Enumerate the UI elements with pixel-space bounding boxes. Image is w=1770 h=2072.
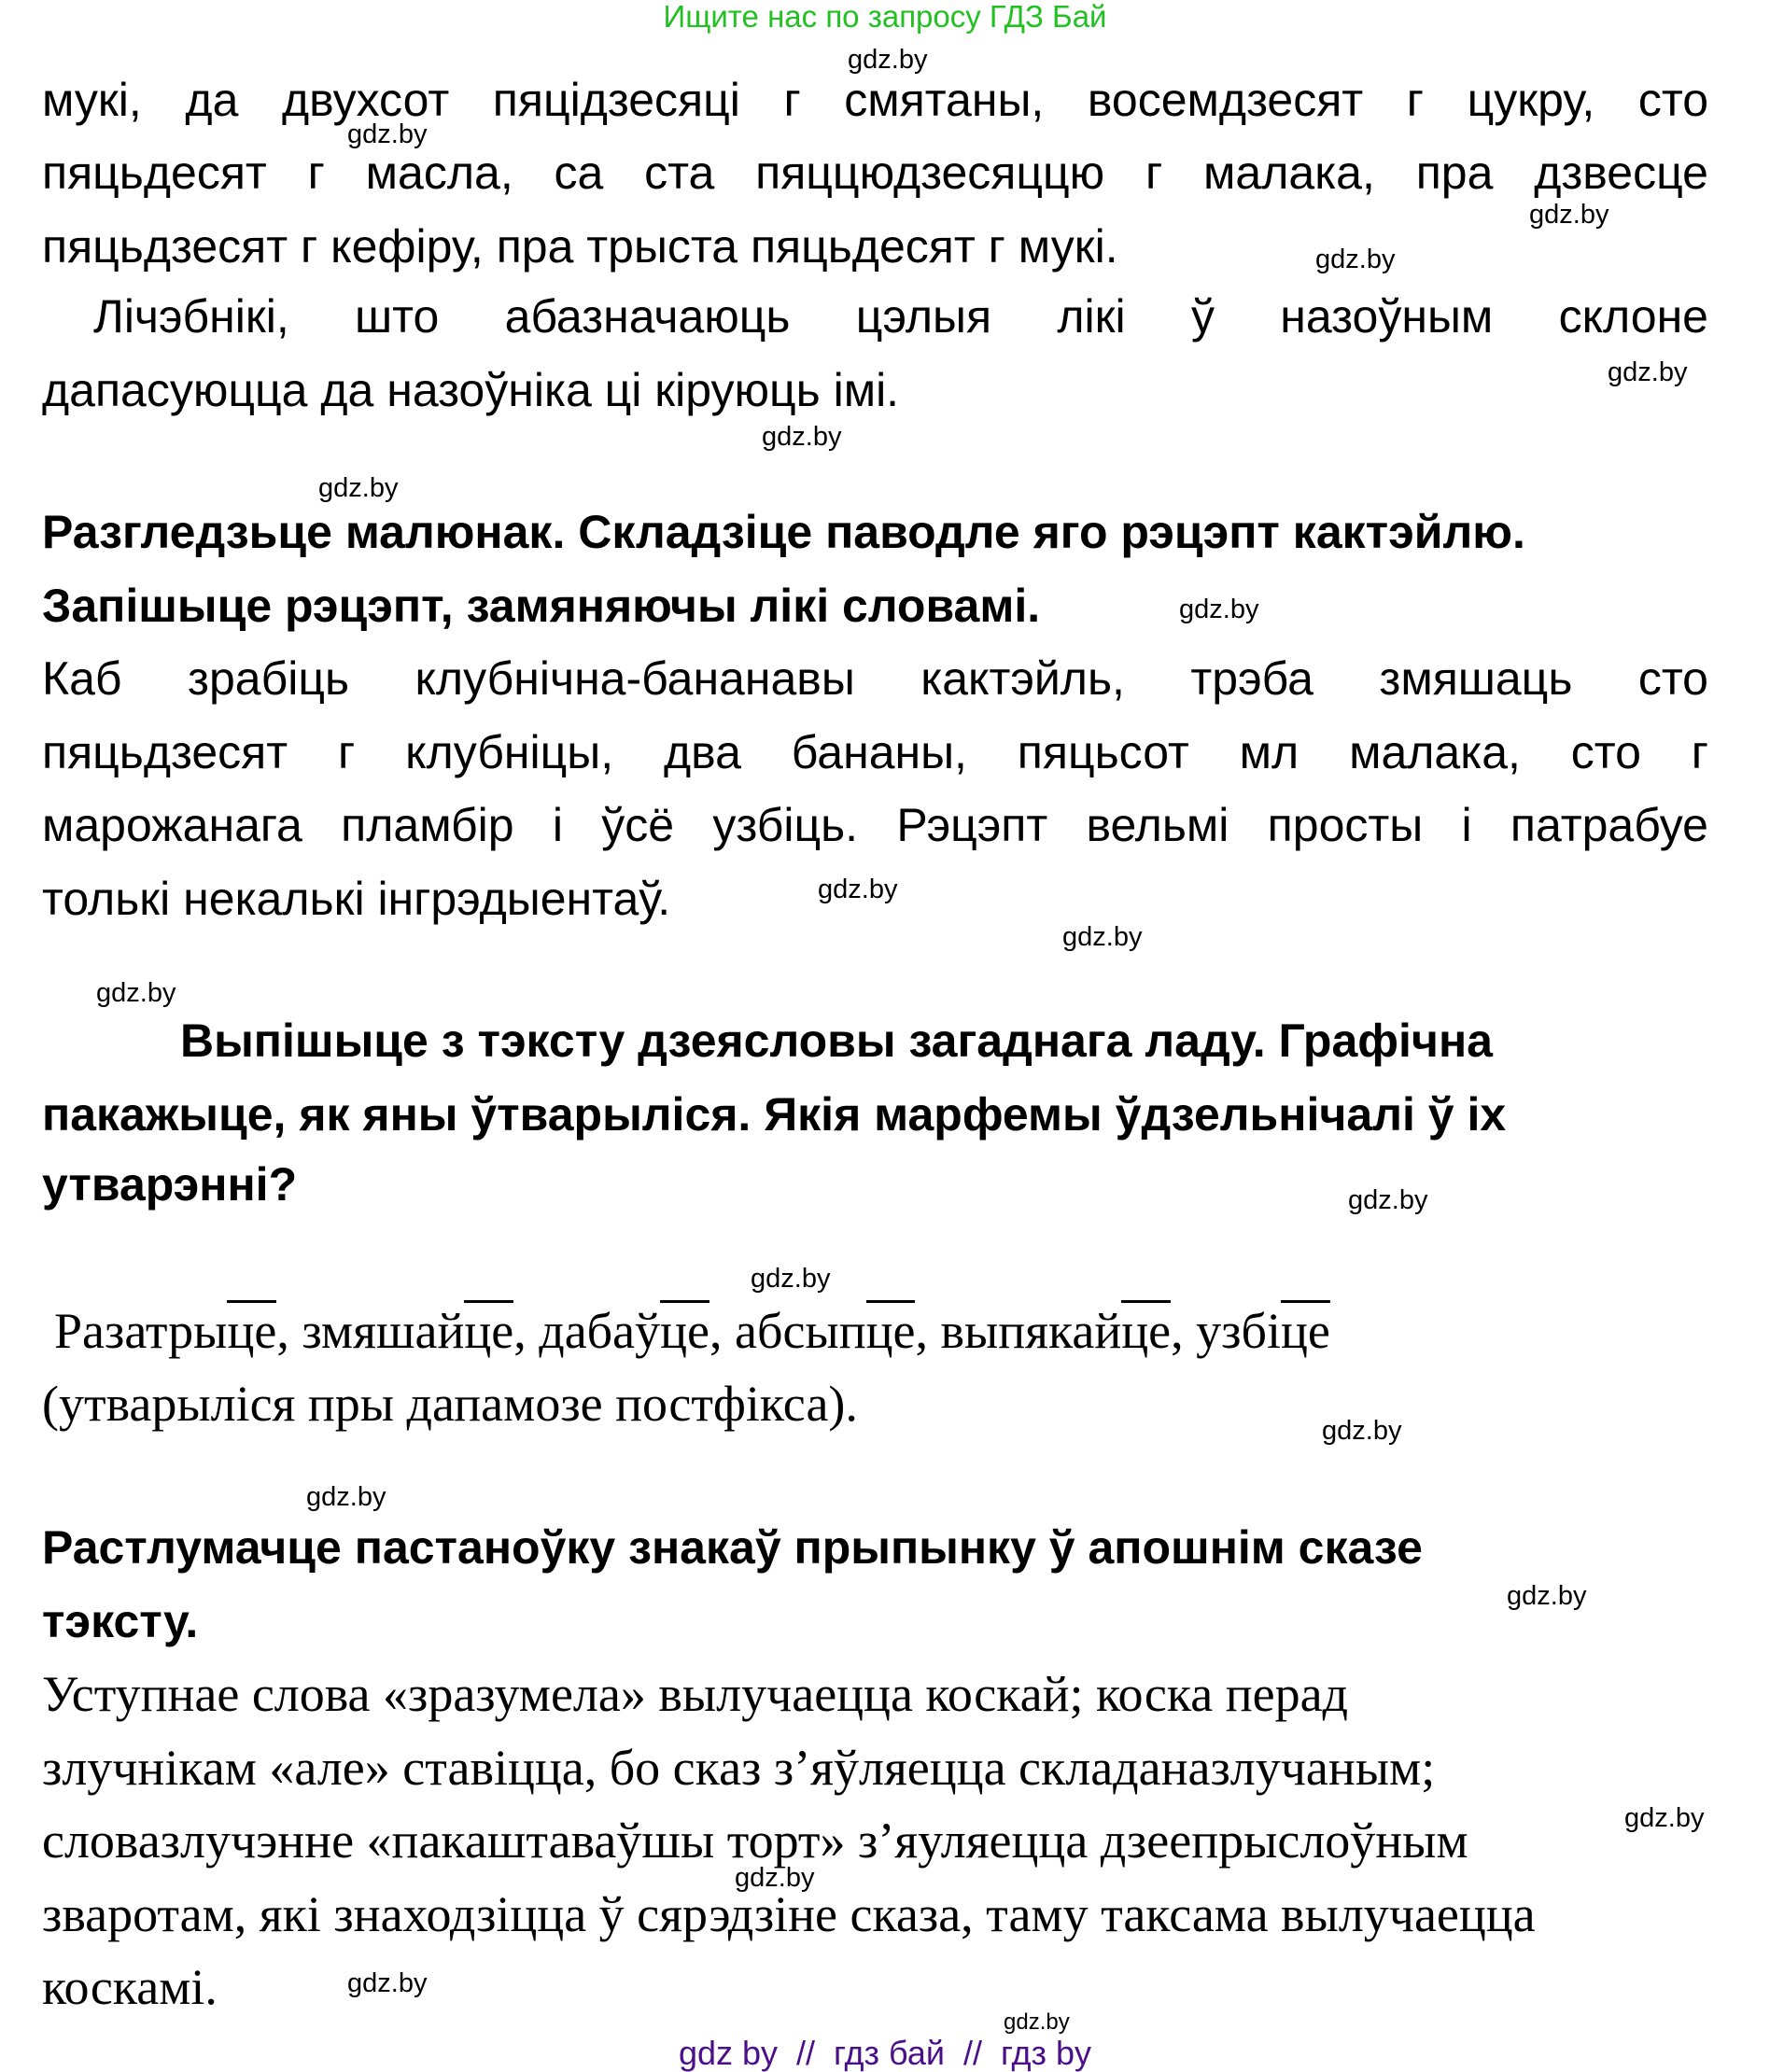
text-line: мукі, да двухсот пяцідзесяці г смятаны, восемдзесят г цукру, сто [42, 74, 1708, 126]
watermark: gdz.by [751, 1264, 831, 1294]
watermark: gdz.by [1348, 1185, 1428, 1215]
text-line: пяцьдзесят г клубніцы, два бананы, пяцьсот мл малака, сто г [42, 726, 1708, 778]
text-line: дапасуюцца да назоўніка ці кіруюць імі. [42, 364, 900, 416]
verb: Разатрыце [54, 1300, 276, 1359]
watermark: gdz.by [347, 1968, 428, 1998]
watermark: gdz.by [96, 978, 176, 1008]
watermark: gdz.by [1624, 1803, 1705, 1833]
watermark: gdz.by [762, 422, 842, 452]
watermark: gdz.by [1004, 2009, 1070, 2035]
postfix-mark: це [660, 1300, 709, 1359]
text-line: Лічэбнікі, што абазначаюць цэлыя лікі ў назоўным склоне [93, 290, 1708, 343]
text-line: толькі некалькі інгрэдыентаў. [42, 873, 671, 925]
watermark: gdz.by [347, 119, 428, 149]
text-line: зваротам, які знаходзіцца ў сярэдзіне сказа, таму таксама вылучаецца [42, 1886, 1536, 1942]
text-line: злучнікам «але» ставіцца, бо сказ з’яўляецца складаназлучаным; [42, 1740, 1436, 1796]
postfix-mark: це [227, 1300, 276, 1359]
watermark: gdz.by [1608, 357, 1688, 387]
watermark: gdz.by [1315, 245, 1396, 274]
watermark: gdz.by [1507, 1581, 1587, 1611]
postfix-mark: це [866, 1300, 916, 1359]
text-line: марожанага пламбір і ўсё узбіць. Рэцэпт вельмі просты і патрабуе [42, 799, 1708, 851]
watermark: gdz.by [848, 45, 928, 75]
verb: абсыпце [735, 1300, 915, 1359]
postfix-mark: це [1121, 1300, 1171, 1359]
answer-verbs: Разатрыце, змяшайце, дабаўце, абсыпце, выпякайце, узбіце [54, 1295, 1721, 1367]
text-line: словазлучэнне «пакаштаваўшы торт» з’яуляецца дзеепрыслоўным [42, 1813, 1468, 1869]
watermark: gdz.by [318, 473, 399, 503]
task-heading: тэксту. [42, 1595, 199, 1647]
postfix-mark: це [1281, 1300, 1330, 1359]
verb: дабаўце [539, 1300, 709, 1359]
watermark: gdz.by [1529, 200, 1609, 230]
text-line: Уступнае слова «зразумела» вылучаецца коскай; коска перад [42, 1666, 1349, 1722]
watermark: gdz.by [735, 1863, 815, 1893]
watermark: gdz.by [1322, 1416, 1402, 1446]
task-heading: Разгледзьце малюнак. Складзіце паводле яго рэцэпт кактэйлю. [42, 506, 1525, 558]
text-line: пяцьдзесят г кефіру, пра трыста пяцьдесят г мукі. [42, 220, 1118, 273]
text-line: пяцьдесят г масла, са ста пяццюдзесяццю г малака, пра дзвесце [42, 147, 1708, 199]
footer-links: gdz by // гдз бай // гдз by [678, 2034, 1092, 2072]
verb: змяшайце [302, 1300, 513, 1359]
search-hint-banner: Ищите нас по запросу ГДЗ Бай [663, 0, 1107, 34]
answer-note: (утварыліся пры дапамозе постфікса). [42, 1376, 858, 1432]
task-heading: Запішыце рэцэпт, замяняючы лікі словамі. [42, 580, 1041, 632]
verb: выпякайце [940, 1300, 1171, 1359]
postfix-mark: це [464, 1300, 513, 1359]
task-heading: утварэнні? [42, 1158, 298, 1211]
text-line: коскамі. [42, 1959, 218, 2015]
task-heading: Растлумачце пастаноўку знакаў прыпынку ў апошнім сказе [42, 1521, 1423, 1574]
watermark: gdz.by [1062, 922, 1143, 952]
watermark: gdz.by [306, 1482, 386, 1512]
task-heading: Выпішыце з тэксту дзеясловы загаднага ладу. Графічна [180, 1015, 1493, 1067]
verb: узбіце [1196, 1300, 1330, 1359]
watermark: gdz.by [818, 875, 898, 904]
watermark: gdz.by [1179, 595, 1259, 624]
task-heading: пакажыце, як яны ўтварыліся. Якія марфемы ўдзельнічалі ў іх [42, 1088, 1507, 1141]
text-line: Каб зрабіць клубнічна-бананавы кактэйль, трэба змяшаць сто [42, 652, 1708, 705]
